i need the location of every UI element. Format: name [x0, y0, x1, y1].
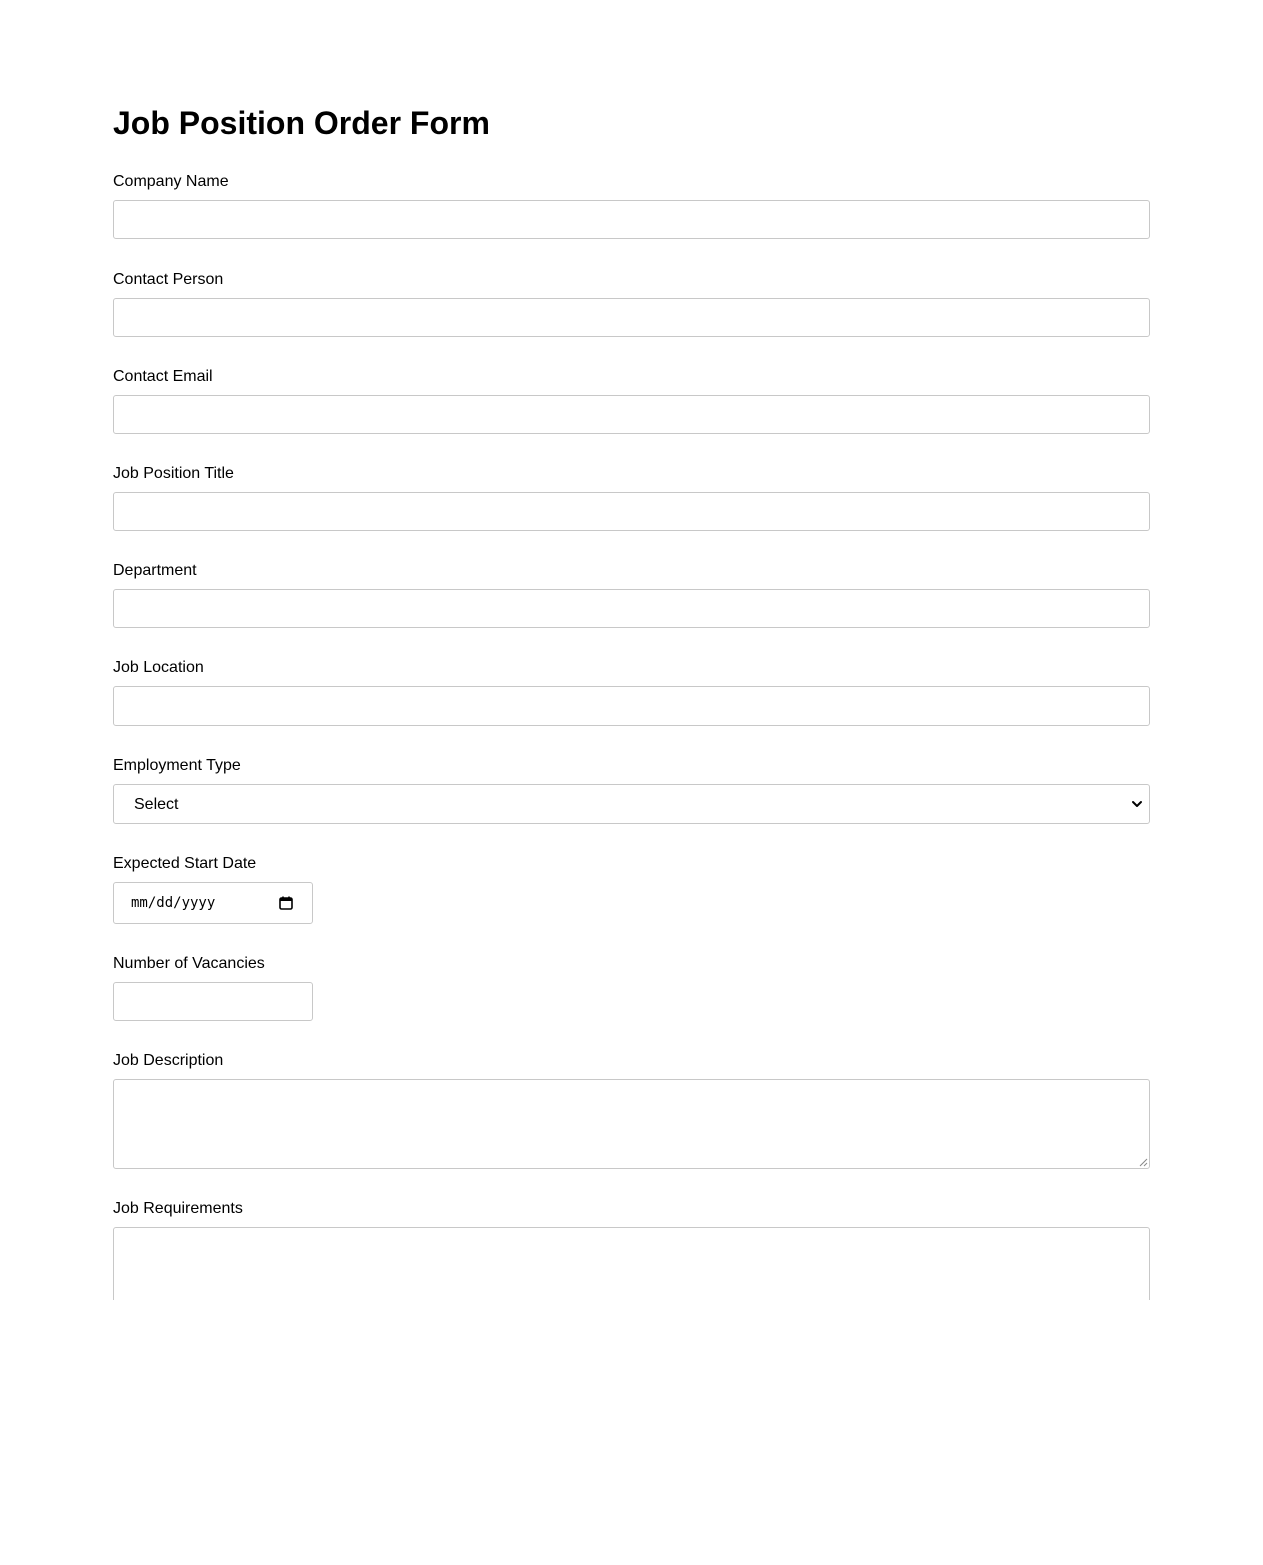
job-description-textarea[interactable] — [113, 1079, 1150, 1169]
employment-type-selected-value: Select — [134, 796, 179, 813]
contact-person-label: Contact Person — [113, 271, 224, 288]
number-of-vacancies-label: Number of Vacancies — [113, 955, 265, 972]
page-title: Job Position Order Form — [113, 105, 490, 141]
expected-start-date-input[interactable] — [113, 882, 313, 924]
department-input[interactable] — [113, 589, 1150, 628]
number-of-vacancies-input[interactable] — [113, 982, 313, 1021]
date-placeholder: mm/dd/yyyy — [131, 895, 216, 911]
job-requirements-textarea[interactable] — [113, 1227, 1150, 1300]
contact-email-input[interactable] — [113, 395, 1150, 434]
job-position-title-input[interactable] — [113, 492, 1150, 531]
contact-person-input[interactable] — [113, 298, 1150, 337]
expected-start-date-label: Expected Start Date — [113, 855, 257, 872]
job-location-input[interactable] — [113, 686, 1150, 726]
job-position-title-label: Job Position Title — [113, 465, 234, 482]
contact-email-label: Contact Email — [113, 368, 213, 385]
job-location-label: Job Location — [113, 659, 204, 676]
job-description-label: Job Description — [113, 1052, 224, 1069]
resize-grip-icon[interactable] — [1138, 1157, 1148, 1167]
calendar-icon[interactable] — [278, 895, 294, 911]
company-name-label: Company Name — [113, 173, 229, 190]
chevron-down-icon — [1131, 798, 1143, 810]
department-label: Department — [113, 562, 197, 579]
employment-type-label: Employment Type — [113, 757, 241, 774]
employment-type-select[interactable] — [113, 784, 1150, 824]
company-name-input[interactable] — [113, 200, 1150, 239]
job-requirements-label: Job Requirements — [113, 1200, 243, 1217]
